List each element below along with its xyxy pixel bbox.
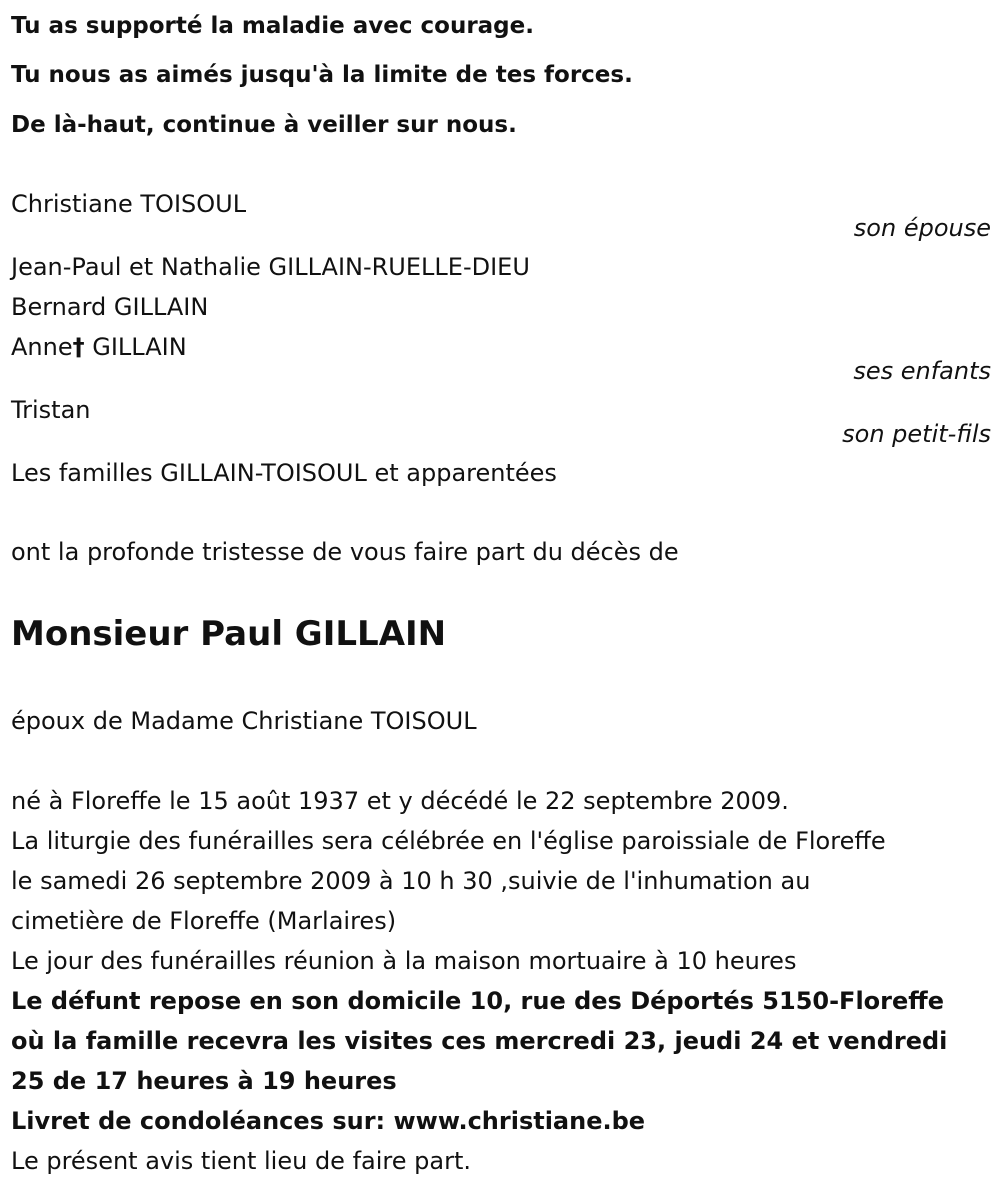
detail-line-4: cimetière de Floreffe (Marlaires) [11, 907, 397, 935]
grandchild-name: Tristan [11, 396, 91, 424]
children-role: ses enfants [853, 357, 991, 385]
verse-line-3: De là-haut, continue à veiller sur nous. [11, 112, 517, 138]
child-3 [11, 332, 187, 362]
detail-line-1: né à Floreffe le 15 août 1937 et y décédé le 22 septembre 2009. [11, 787, 789, 815]
child-1: Jean-Paul et Nathalie GILLAIN-RUELLE-DIEU [11, 253, 530, 281]
child-3-last-name: GILLAIN [84, 333, 187, 361]
grandchild-role: son petit-fils [842, 420, 991, 448]
cross-icon: † [72, 333, 85, 361]
visit-line-3: 25 de 17 heures à 19 heures [11, 1067, 397, 1095]
spouse-of-line: époux de Madame Christiane TOISOUL [11, 707, 477, 735]
condolences-line: Livret de condoléances sur: www.christiane.be [11, 1107, 646, 1135]
detail-line-2: La liturgie des funérailles sera célébrée en l'église paroissiale de Floreffe [11, 827, 886, 855]
detail-line-5: Le jour des funérailles réunion à la maison mortuaire à 10 heures [11, 947, 797, 975]
families-line: Les familles GILLAIN-TOISOUL et apparentées [11, 459, 557, 487]
child-3-first-name: Anne [11, 333, 73, 361]
child-2: Bernard GILLAIN [11, 293, 209, 321]
verse-line-2: Tu nous as aimés jusqu'à la limite de tes forces. [11, 62, 633, 88]
spouse-role: son épouse [853, 214, 991, 242]
announcement-line: ont la profonde tristesse de vous faire part du décès de [11, 538, 679, 566]
detail-line-3: le samedi 26 septembre 2009 à 10 h 30 ,suivie de l'inhumation au [11, 867, 811, 895]
closing-line: Le présent avis tient lieu de faire part. [11, 1147, 471, 1175]
deceased-name: Monsieur Paul GILLAIN [11, 614, 447, 654]
verse-line-1: Tu as supporté la maladie avec courage. [11, 13, 534, 39]
spouse-name: Christiane TOISOUL [11, 190, 247, 218]
visit-line-1: Le défunt repose en son domicile 10, rue des Déportés 5150-Floreffe [11, 987, 944, 1015]
visit-line-2: où la famille recevra les visites ces mercredi 23, jeudi 24 et vendredi [11, 1027, 948, 1055]
